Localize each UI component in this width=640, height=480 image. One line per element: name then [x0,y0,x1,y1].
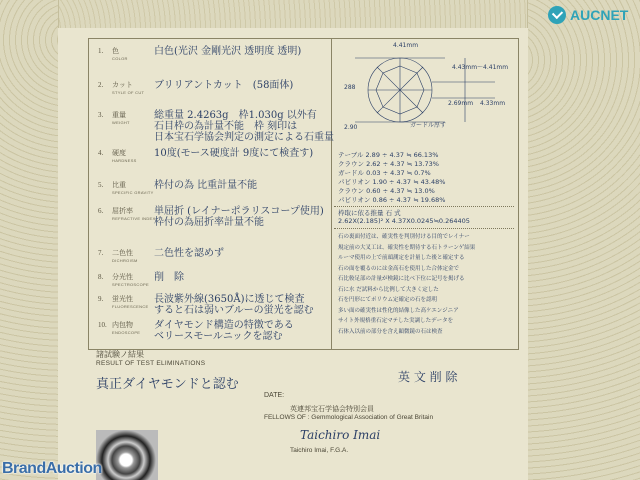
row-value: ダイヤモンド構造の特徴である [154,320,294,331]
form-row [92,108,334,143]
note-line: サイト外規格重石定マテした実調したデータを [338,318,454,324]
row-label-en: DICHROISM [112,258,138,263]
deleted-stamp: 英 文 削 除 [398,370,458,384]
guilloche-border-right [527,0,640,480]
row-value: 総重量 2.4263g 枠1.030g 以外有 [154,110,317,121]
signature: Taichiro Imai [300,428,381,442]
form-row [92,78,328,108]
row-number: 10. [98,321,107,329]
weight-line-1: 枠取に依る推量 石 式 [338,209,401,217]
note-line: 石体入以前の部分を含え顕微鏡の石は検査 [338,328,443,335]
row-value: 10度(モース硬度計 9度にて検査す) [154,148,314,159]
row-value: 白色(光沢 金剛光沢 透明度 透明) [154,46,302,57]
row-label-en: ENDOSCOPE [112,330,141,335]
dim-left: 288 [344,84,356,91]
row-label-jp: カット [112,81,133,89]
row-number: 6. [98,207,104,215]
proportion-line: パビリオン 1.90 ÷ 4.37 ≒ 43.48% [338,178,446,186]
results-heading-en: RESULT OF TEST ELIMINATIONS [96,360,206,367]
row-label-jp: 色 [112,47,119,55]
date-label: DATE: [264,392,285,399]
row-number: 9. [98,295,104,303]
row-value: 枠付の為 比重計量不能 [154,180,258,191]
row-value: 長波紫外線(3650Å)に透じて検査 [154,294,305,305]
fellows-jp: 英連邦宝石学協会特別会員 [290,405,374,413]
note-line: 石を円形にてポリウム定確定の石を認明 [338,297,437,303]
row-label-en: FLUORESCENCE [112,304,149,309]
dim-right-2: 4.33mm [480,100,506,107]
proportion-line: テーブル 2.89 ÷ 4.37 ≒ 66.13% [338,151,439,159]
row-value-2: すると石は弱いブルーの蛍光を認む [154,305,314,316]
row-label-en: COLOR [112,56,128,61]
results-value: 真正ダイヤモンドと認む [96,377,239,392]
dim-bottom: 2.90 [344,124,358,131]
row-number: 5. [98,181,104,189]
row-number: 4. [98,149,104,157]
proportion-line: クラウン 0.60 ÷ 4.37 ≒ 13.0% [338,187,435,195]
row-label-en: REFRACTIVE INDEX [112,216,156,221]
row-value-2: 石目枠の為計量不能 枠 刻印は [154,121,298,132]
weight-line-2: 2.62X(2.185)² X 4.37X0.0245≒0.264405 [338,217,470,225]
row-label-jp: 内包物 [112,321,133,329]
note-line: 多い面の確実性は性化的結像した高ケエンジニア [338,307,459,314]
divider [334,228,514,229]
row-value-3: 日本宝石学協会判定の測定による石重量 [154,132,334,143]
row-number: 7. [98,249,104,257]
row-number: 3. [98,111,104,119]
row-label-jp: 屈折率 [112,207,133,215]
aucnet-label: AUCNET [570,7,629,23]
row-label-jp: 重量 [112,111,126,119]
diamond-photo [96,430,158,480]
row-value-2: 枠付の為屈折率計量不能 [154,217,264,228]
row-number: 1. [98,47,104,55]
dim-side: 4.43mm〜4.41mm [452,64,509,71]
brand-auction-watermark: BrandAuction [2,460,102,477]
row-value: ブリリアントカット (58面体) [154,80,294,91]
note-line: ルーマ使用の上で前頭測定を計量した後と確定する [338,255,465,261]
guilloche-border-left [0,0,59,480]
proportion-line: ガードル 0.03 ÷ 4.37 ≒ 0.7% [338,169,431,177]
row-value: 削 除 [154,272,184,283]
row-label-en: STYLE OF CUT [112,90,145,95]
row-number: 8. [98,273,104,281]
row-label-jp: 比重 [112,181,126,189]
row-label-jp: 蛍光性 [112,295,133,303]
form-row [92,204,328,234]
row-label-jp: 二色性 [112,249,133,257]
form-row [92,146,328,176]
aucnet-logo [548,5,628,25]
form-row [92,44,328,74]
dim-right-1: 2.69mm [448,100,474,107]
row-value: 二色性を認めず [154,248,224,259]
note-line: 石の裏面付近は、確実性を判別付ける目的でレイナー [338,234,470,240]
row-value: 単屈折 (レイナーポラリスコープ使用) [154,206,324,217]
note-line: 石に水 だ試料から比例して大きく定した [338,286,439,293]
results-heading-jp: 諸試験ノ結果 [96,350,144,359]
proportion-line: クラウン 2.62 ÷ 4.37 ≒ 13.73% [338,160,439,168]
fellows-en: FELLOWS OF : Gemmological Association of Great Britain [264,414,434,421]
row-number: 2. [98,81,104,89]
divider [334,206,514,207]
note-line: 石比較足部の計量が検鏡に比べ下位に記号を掲げる [338,276,465,282]
row-value-2: ベリースモールニックを認む [154,331,283,342]
row-label-en: SPECTROSCOPE [112,282,149,287]
check-icon [548,6,566,24]
row-label-en: WEIGHT [112,120,130,125]
row-label-jp: 分光性 [112,273,133,281]
note-line: 石の面を覆るのには金高石を使用した合体定金で [338,265,460,272]
note-line: 規定前の大叉工は、確実性を期待する石トラーンゲ結果 [338,244,476,251]
proportion-line: パビリオン 0.86 ÷ 4.37 ≒ 19.68% [338,196,446,204]
row-label-en: SPECIFIC GRAVITY [112,190,154,195]
row-label-en: HARDNESS [112,158,137,163]
signer-name: Taichiro Imai, F.G.A. [290,447,349,454]
dim-top: 4.41mm [393,42,419,49]
row-label-jp: 硬度 [112,149,126,157]
girdle-label: ガードル厚す [410,122,447,129]
form-row [92,318,328,348]
